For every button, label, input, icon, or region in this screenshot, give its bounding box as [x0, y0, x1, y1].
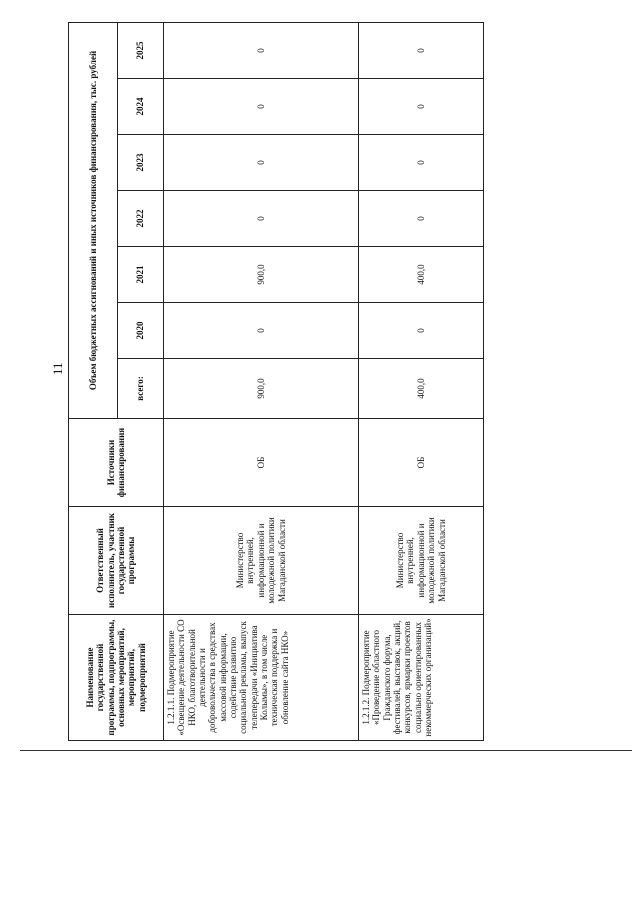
- header-year: 2024: [118, 79, 164, 135]
- header-executor: Ответственный исполнитель, участник государственной программы: [69, 507, 164, 615]
- row-value: 400,0: [359, 247, 484, 303]
- table-row: [359, 23, 484, 741]
- header-year: 2021: [118, 247, 164, 303]
- row-value: 0: [164, 303, 359, 359]
- header-year: 2025: [118, 23, 164, 79]
- row-total: 400,0: [359, 359, 484, 419]
- row-value: 0: [164, 191, 359, 247]
- row-total: 900,0: [164, 359, 359, 419]
- page-number: 11: [50, 362, 65, 375]
- row-value: 0: [164, 79, 359, 135]
- header-year: 2023: [118, 135, 164, 191]
- row-value: 0: [359, 79, 484, 135]
- row-value: 0: [164, 23, 359, 79]
- header-year: 2020: [118, 303, 164, 359]
- row-source: ОБ: [164, 419, 359, 507]
- header-name: Наименование государственной программы, подпрограммы, основных мероприятий, мероприятий, подмероприятий: [69, 615, 164, 741]
- table-row: [164, 23, 359, 741]
- row-value: 0: [359, 135, 484, 191]
- header-total: всего:: [118, 359, 164, 419]
- row-executor: Министерство внутренней, информационной и молодежной политики Магаданской области: [164, 507, 359, 615]
- row-name: 1.2.1.2. Подмероприятие «Проведение областного Гражданского форума, фестивалей, выставок, акций, конкурсов, ярмарки проектов социально ориентированных некоммерческих организаций»: [359, 615, 484, 741]
- header-source: Источники финансирования: [69, 419, 164, 507]
- page-divider: [20, 750, 632, 751]
- row-name: 1.2.1.1. Подмероприятие «Освещение деятельности СО НКО, благотворительной деятельности и добровольчества в средствах массовой информации, содействие развитию социальной рекламы, выпуск телепередачи «Инициатива Колымы», в том числе техническая поддержка и обновление сайта НКО»: [164, 615, 359, 741]
- row-value: 0: [359, 23, 484, 79]
- row-value: 0: [164, 135, 359, 191]
- row-value: 0: [359, 303, 484, 359]
- header-volume: Объем бюджетных ассигнований и иных источников финансирования, тыс. рублей: [69, 23, 118, 419]
- row-source: ОБ: [359, 419, 484, 507]
- row-executor: Министерство внутренней, информационной и молодежной политики Магаданской области: [359, 507, 484, 615]
- header-year: 2022: [118, 191, 164, 247]
- financing-table: [68, 22, 484, 741]
- row-value: 0: [359, 191, 484, 247]
- row-value: 900,0: [164, 247, 359, 303]
- header-row-1: [69, 23, 118, 741]
